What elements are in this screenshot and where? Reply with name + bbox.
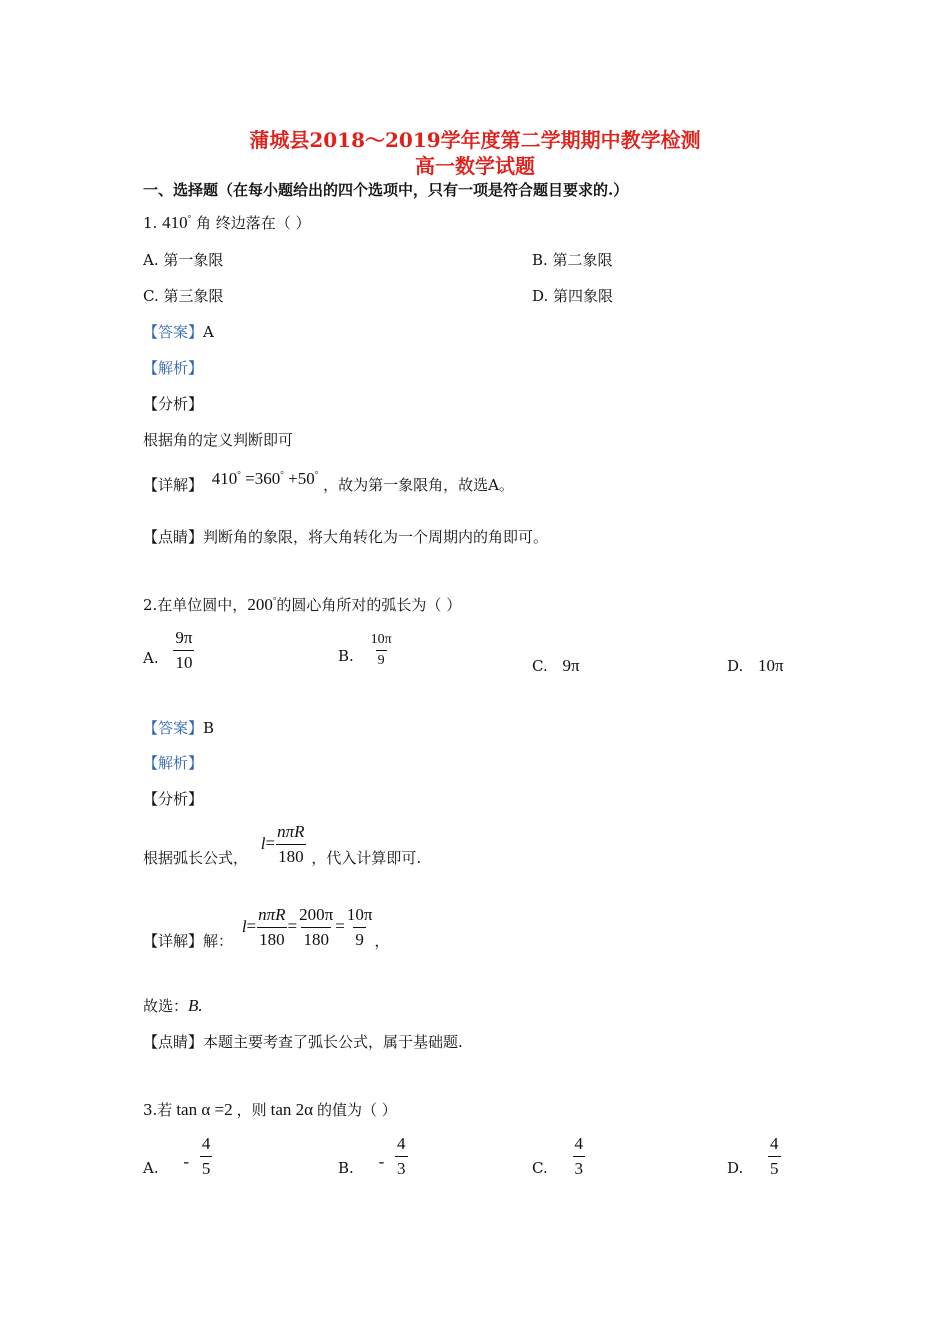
q1-option-c: C. 第三象限 <box>143 287 224 305</box>
dianjing-label: 【点睛】 <box>143 1033 204 1051</box>
answer-value: A <box>203 323 214 341</box>
q1-detail <box>143 469 514 495</box>
q2-answer <box>143 717 214 738</box>
question-2-stem <box>143 594 461 615</box>
q1-analysis-label: 【解析】 <box>143 359 204 377</box>
q1-option-b: B. 第二象限 <box>532 251 613 269</box>
q2-stem-text: 的圆心角所对的弧长为（ ） <box>276 596 462 614</box>
q3-option-d: D. $\frac{4}{5}$ <box>727 1134 779 1178</box>
q1-option-a: A. 第一象限 <box>143 251 224 269</box>
q2-analysis-label: 【解析】 <box>143 754 204 772</box>
q2-prefix: 2.在单位圆中， <box>143 596 248 614</box>
q2-angle: 200° <box>247 595 277 614</box>
dianjing-label: 【点睛】 <box>143 528 204 546</box>
q1-answer <box>143 321 214 342</box>
q1-detail-text: ，故为第一象限角，故选A。 <box>323 476 514 494</box>
q1-stem-text: 角 终边落在（ ） <box>195 214 311 232</box>
q1-angle: 410° <box>162 213 192 232</box>
q2-option-d: D. 10π <box>727 656 784 675</box>
section-heading: 一、选择题（在每小题给出的四个选项中，只有一项是符合题目要求的.） <box>143 181 629 199</box>
q2-option-b: B. $\frac{10\pi}{9}$ <box>338 632 392 668</box>
detail-label: 【详解】 <box>143 931 204 950</box>
answer-label: 【答案】 <box>143 719 204 737</box>
q1-option-d: D. 第四象限 <box>532 287 614 305</box>
answer-label: 【答案】 <box>143 323 204 341</box>
question-3-stem: 3.若 tan α =2 ，则 tan 2α 的值为（ ） <box>143 1100 397 1119</box>
q2-option-a: A. $\frac{9\pi}{10}$ <box>143 628 193 672</box>
q2-option-c: C. 9π <box>532 656 580 675</box>
q2-dianjing <box>143 1031 463 1052</box>
dianjing-text: 判断角的象限，将大角转化为一个周期内的角即可。 <box>203 528 549 546</box>
page-title: 蒲城县2018～2019学年度第二学期期中教学检测 <box>249 128 701 152</box>
q3-option-b: B. - $\frac{4}{3}$ <box>338 1134 406 1178</box>
question-1-stem <box>143 212 311 233</box>
q3-option-a: A. - $\frac{4}{5}$ <box>143 1134 211 1178</box>
q1-fenxi-label: 【分析】 <box>143 395 204 413</box>
dianjing-text: 本题主要考查了弧长公式，属于基础题. <box>203 1033 463 1051</box>
q2-conclusion: 故选：B. <box>143 996 203 1015</box>
page-subtitle: 高一数学试题 <box>415 154 535 178</box>
q1-detail-math: 410° =360° +50° <box>211 469 319 488</box>
q3-option-c: C. $\frac{4}{3}$ <box>532 1134 583 1178</box>
q1-prefix: 1. <box>143 214 158 232</box>
q1-dianjing <box>143 526 548 547</box>
q2-fenxi-text: 根据弧长公式， l= $\frac{\text{nπR}}{180}$ ，代入计算即可. <box>143 822 422 867</box>
answer-value: B <box>203 719 215 737</box>
q1-fenxi-text: 根据角的定义判断即可 <box>143 431 294 449</box>
q2-detail: 【详解】解： l= $\frac{\text{nπR}}{180}$ = $\frac{200\pi}{180}$ = $\frac{10\pi}{9}$ ， <box>143 905 390 950</box>
q2-fenxi-label: 【分析】 <box>143 790 204 808</box>
detail-label: 【详解】 <box>143 476 204 494</box>
